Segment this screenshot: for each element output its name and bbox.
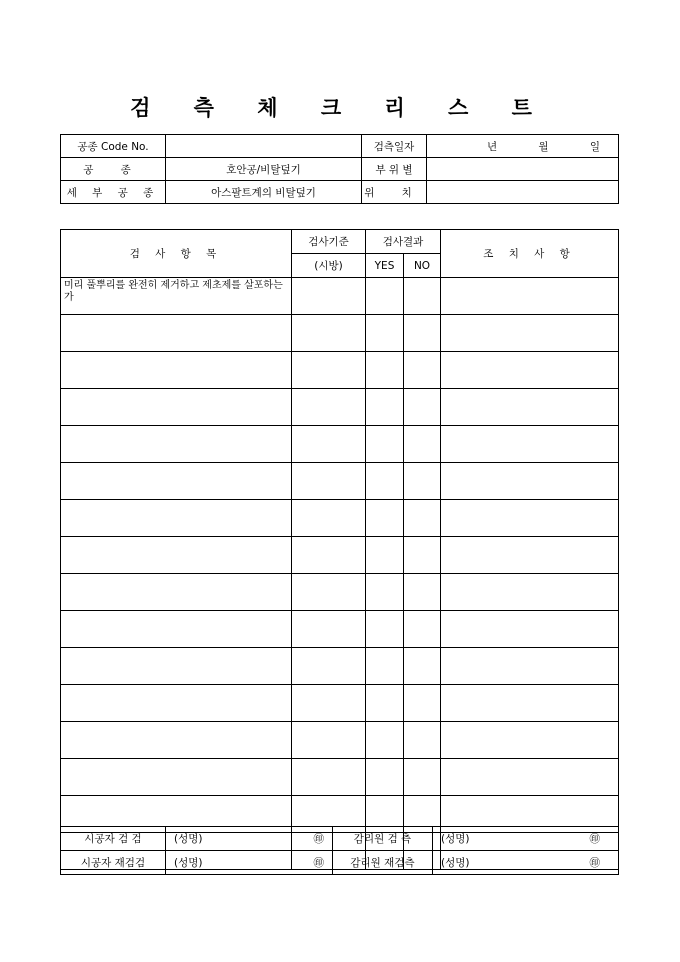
action-cell[interactable]: [441, 352, 619, 389]
no-cell[interactable]: [404, 722, 441, 759]
item-cell[interactable]: [61, 722, 292, 759]
date-year: 년: [487, 140, 498, 153]
item-cell[interactable]: [61, 315, 292, 352]
action-cell[interactable]: [441, 389, 619, 426]
seal-icon: ㊞: [589, 857, 600, 869]
no-cell[interactable]: [404, 389, 441, 426]
checklist-row: [61, 574, 619, 611]
date-day: 일: [589, 140, 600, 153]
supervisor-check-label: 감리원 검 측: [333, 827, 433, 851]
name-label: (성명): [441, 857, 470, 869]
action-cell[interactable]: [441, 426, 619, 463]
standard-cell[interactable]: [292, 426, 366, 463]
seal-icon: ㊞: [313, 857, 324, 869]
action-cell[interactable]: [441, 685, 619, 722]
name-label: (성명): [441, 833, 470, 845]
action-cell[interactable]: [441, 500, 619, 537]
yes-cell[interactable]: [366, 537, 404, 574]
standard-cell[interactable]: [292, 500, 366, 537]
contractor-recheck-sign[interactable]: [166, 851, 333, 875]
page-title: 검 측 체 크 리 스 트: [130, 95, 550, 120]
action-cell[interactable]: [441, 315, 619, 352]
action-cell[interactable]: [441, 759, 619, 796]
action-cell[interactable]: [441, 611, 619, 648]
code-row: [61, 135, 619, 158]
yes-cell[interactable]: [366, 611, 404, 648]
date-month: 월: [538, 140, 549, 153]
standard-cell[interactable]: [292, 463, 366, 500]
contractor-check-label: 시공자 검 검: [61, 827, 166, 851]
checklist-row: [61, 500, 619, 537]
no-cell[interactable]: [404, 574, 441, 611]
no-cell[interactable]: [404, 426, 441, 463]
location-label: 위 치: [362, 181, 427, 204]
checklist-row: [61, 648, 619, 685]
action-cell[interactable]: [441, 574, 619, 611]
seal-icon: ㊞: [589, 833, 600, 845]
signature-row-2: [61, 851, 619, 875]
standard-cell[interactable]: [292, 759, 366, 796]
checklist-header-row: [61, 230, 619, 254]
name-label: (성명): [174, 833, 203, 845]
action-cell[interactable]: [441, 722, 619, 759]
no-cell[interactable]: [404, 537, 441, 574]
yes-cell[interactable]: [366, 315, 404, 352]
checklist-row: [61, 722, 619, 759]
standard-cell[interactable]: [292, 648, 366, 685]
part-value[interactable]: [427, 158, 619, 181]
part-label: 부 위 별: [362, 158, 427, 181]
col-result-header: 검사결과: [366, 230, 441, 254]
standard-cell[interactable]: [292, 574, 366, 611]
checklist-row: [61, 352, 619, 389]
item-cell[interactable]: [61, 685, 292, 722]
checklist-row: [61, 685, 619, 722]
checklist-row: [61, 537, 619, 574]
checklist-row: [61, 389, 619, 426]
signature-row-1: [61, 827, 619, 851]
item-cell[interactable]: [61, 574, 292, 611]
location-value[interactable]: [427, 181, 619, 204]
no-cell[interactable]: [404, 611, 441, 648]
standard-cell[interactable]: [292, 685, 366, 722]
date-label: 검측일자: [362, 135, 427, 158]
col-yes-header: YES: [366, 254, 404, 278]
item-cell[interactable]: 미리 풀뿌리를 완전히 제거하고 제초제를 살포하는가: [61, 278, 292, 315]
col-item-header: 검 사 항 목: [61, 230, 292, 278]
action-cell[interactable]: [441, 537, 619, 574]
code-value[interactable]: [166, 135, 362, 158]
detail-label: 세 부 공 종: [61, 181, 166, 204]
supervisor-recheck-label: 감리원 재검측: [333, 851, 433, 875]
action-cell[interactable]: [441, 278, 619, 315]
yes-cell[interactable]: [366, 463, 404, 500]
work-value[interactable]: 호안공/비탈덮기: [166, 158, 362, 181]
item-cell[interactable]: [61, 500, 292, 537]
item-cell[interactable]: [61, 352, 292, 389]
standard-cell[interactable]: [292, 352, 366, 389]
supervisor-check-sign[interactable]: [433, 827, 619, 851]
col-standard-sub: (시방): [292, 254, 366, 278]
yes-cell[interactable]: [366, 426, 404, 463]
checklist-row: [61, 463, 619, 500]
detail-value[interactable]: 아스팔트계의 비탈덮기: [166, 181, 362, 204]
standard-cell[interactable]: [292, 722, 366, 759]
item-cell[interactable]: [61, 611, 292, 648]
info-table: [60, 134, 619, 204]
code-label: 공종 Code No.: [61, 135, 166, 158]
item-cell[interactable]: [61, 389, 292, 426]
checklist-row: [61, 315, 619, 352]
yes-cell[interactable]: [366, 648, 404, 685]
yes-cell[interactable]: [366, 759, 404, 796]
contractor-recheck-label: 시공자 재검검: [61, 851, 166, 875]
work-label: 공 종: [61, 158, 166, 181]
signature-table: [60, 826, 619, 875]
checklist-table: [60, 229, 619, 870]
col-action-header: 조 치 사 항: [441, 230, 619, 278]
no-cell[interactable]: [404, 352, 441, 389]
no-cell[interactable]: [404, 315, 441, 352]
no-cell[interactable]: [404, 759, 441, 796]
standard-cell[interactable]: [292, 278, 366, 315]
contractor-check-sign[interactable]: [166, 827, 333, 851]
standard-cell[interactable]: [292, 611, 366, 648]
checklist-row: [61, 759, 619, 796]
no-cell[interactable]: [404, 278, 441, 315]
standard-cell[interactable]: [292, 537, 366, 574]
yes-cell[interactable]: [366, 278, 404, 315]
no-cell[interactable]: [404, 500, 441, 537]
work-row: [61, 158, 619, 181]
item-cell[interactable]: [61, 759, 292, 796]
yes-cell[interactable]: [366, 685, 404, 722]
no-cell[interactable]: [404, 648, 441, 685]
detail-row: [61, 181, 619, 204]
action-cell[interactable]: [441, 463, 619, 500]
standard-cell[interactable]: [292, 389, 366, 426]
checklist-row: [61, 278, 619, 315]
date-value[interactable]: [427, 135, 619, 158]
item-cell[interactable]: [61, 463, 292, 500]
yes-cell[interactable]: [366, 722, 404, 759]
yes-cell[interactable]: [366, 500, 404, 537]
action-cell[interactable]: [441, 648, 619, 685]
item-cell[interactable]: [61, 648, 292, 685]
seal-icon: ㊞: [313, 833, 324, 845]
col-no-header: NO: [404, 254, 441, 278]
name-label: (성명): [174, 857, 203, 869]
checklist-row: [61, 611, 619, 648]
item-cell[interactable]: [61, 426, 292, 463]
yes-cell[interactable]: [366, 389, 404, 426]
no-cell[interactable]: [404, 685, 441, 722]
yes-cell[interactable]: [366, 352, 404, 389]
no-cell[interactable]: [404, 463, 441, 500]
standard-cell[interactable]: [292, 315, 366, 352]
col-standard-header: 검사기준: [292, 230, 366, 254]
supervisor-recheck-sign[interactable]: [433, 851, 619, 875]
item-cell[interactable]: [61, 537, 292, 574]
checklist-row: [61, 426, 619, 463]
yes-cell[interactable]: [366, 574, 404, 611]
